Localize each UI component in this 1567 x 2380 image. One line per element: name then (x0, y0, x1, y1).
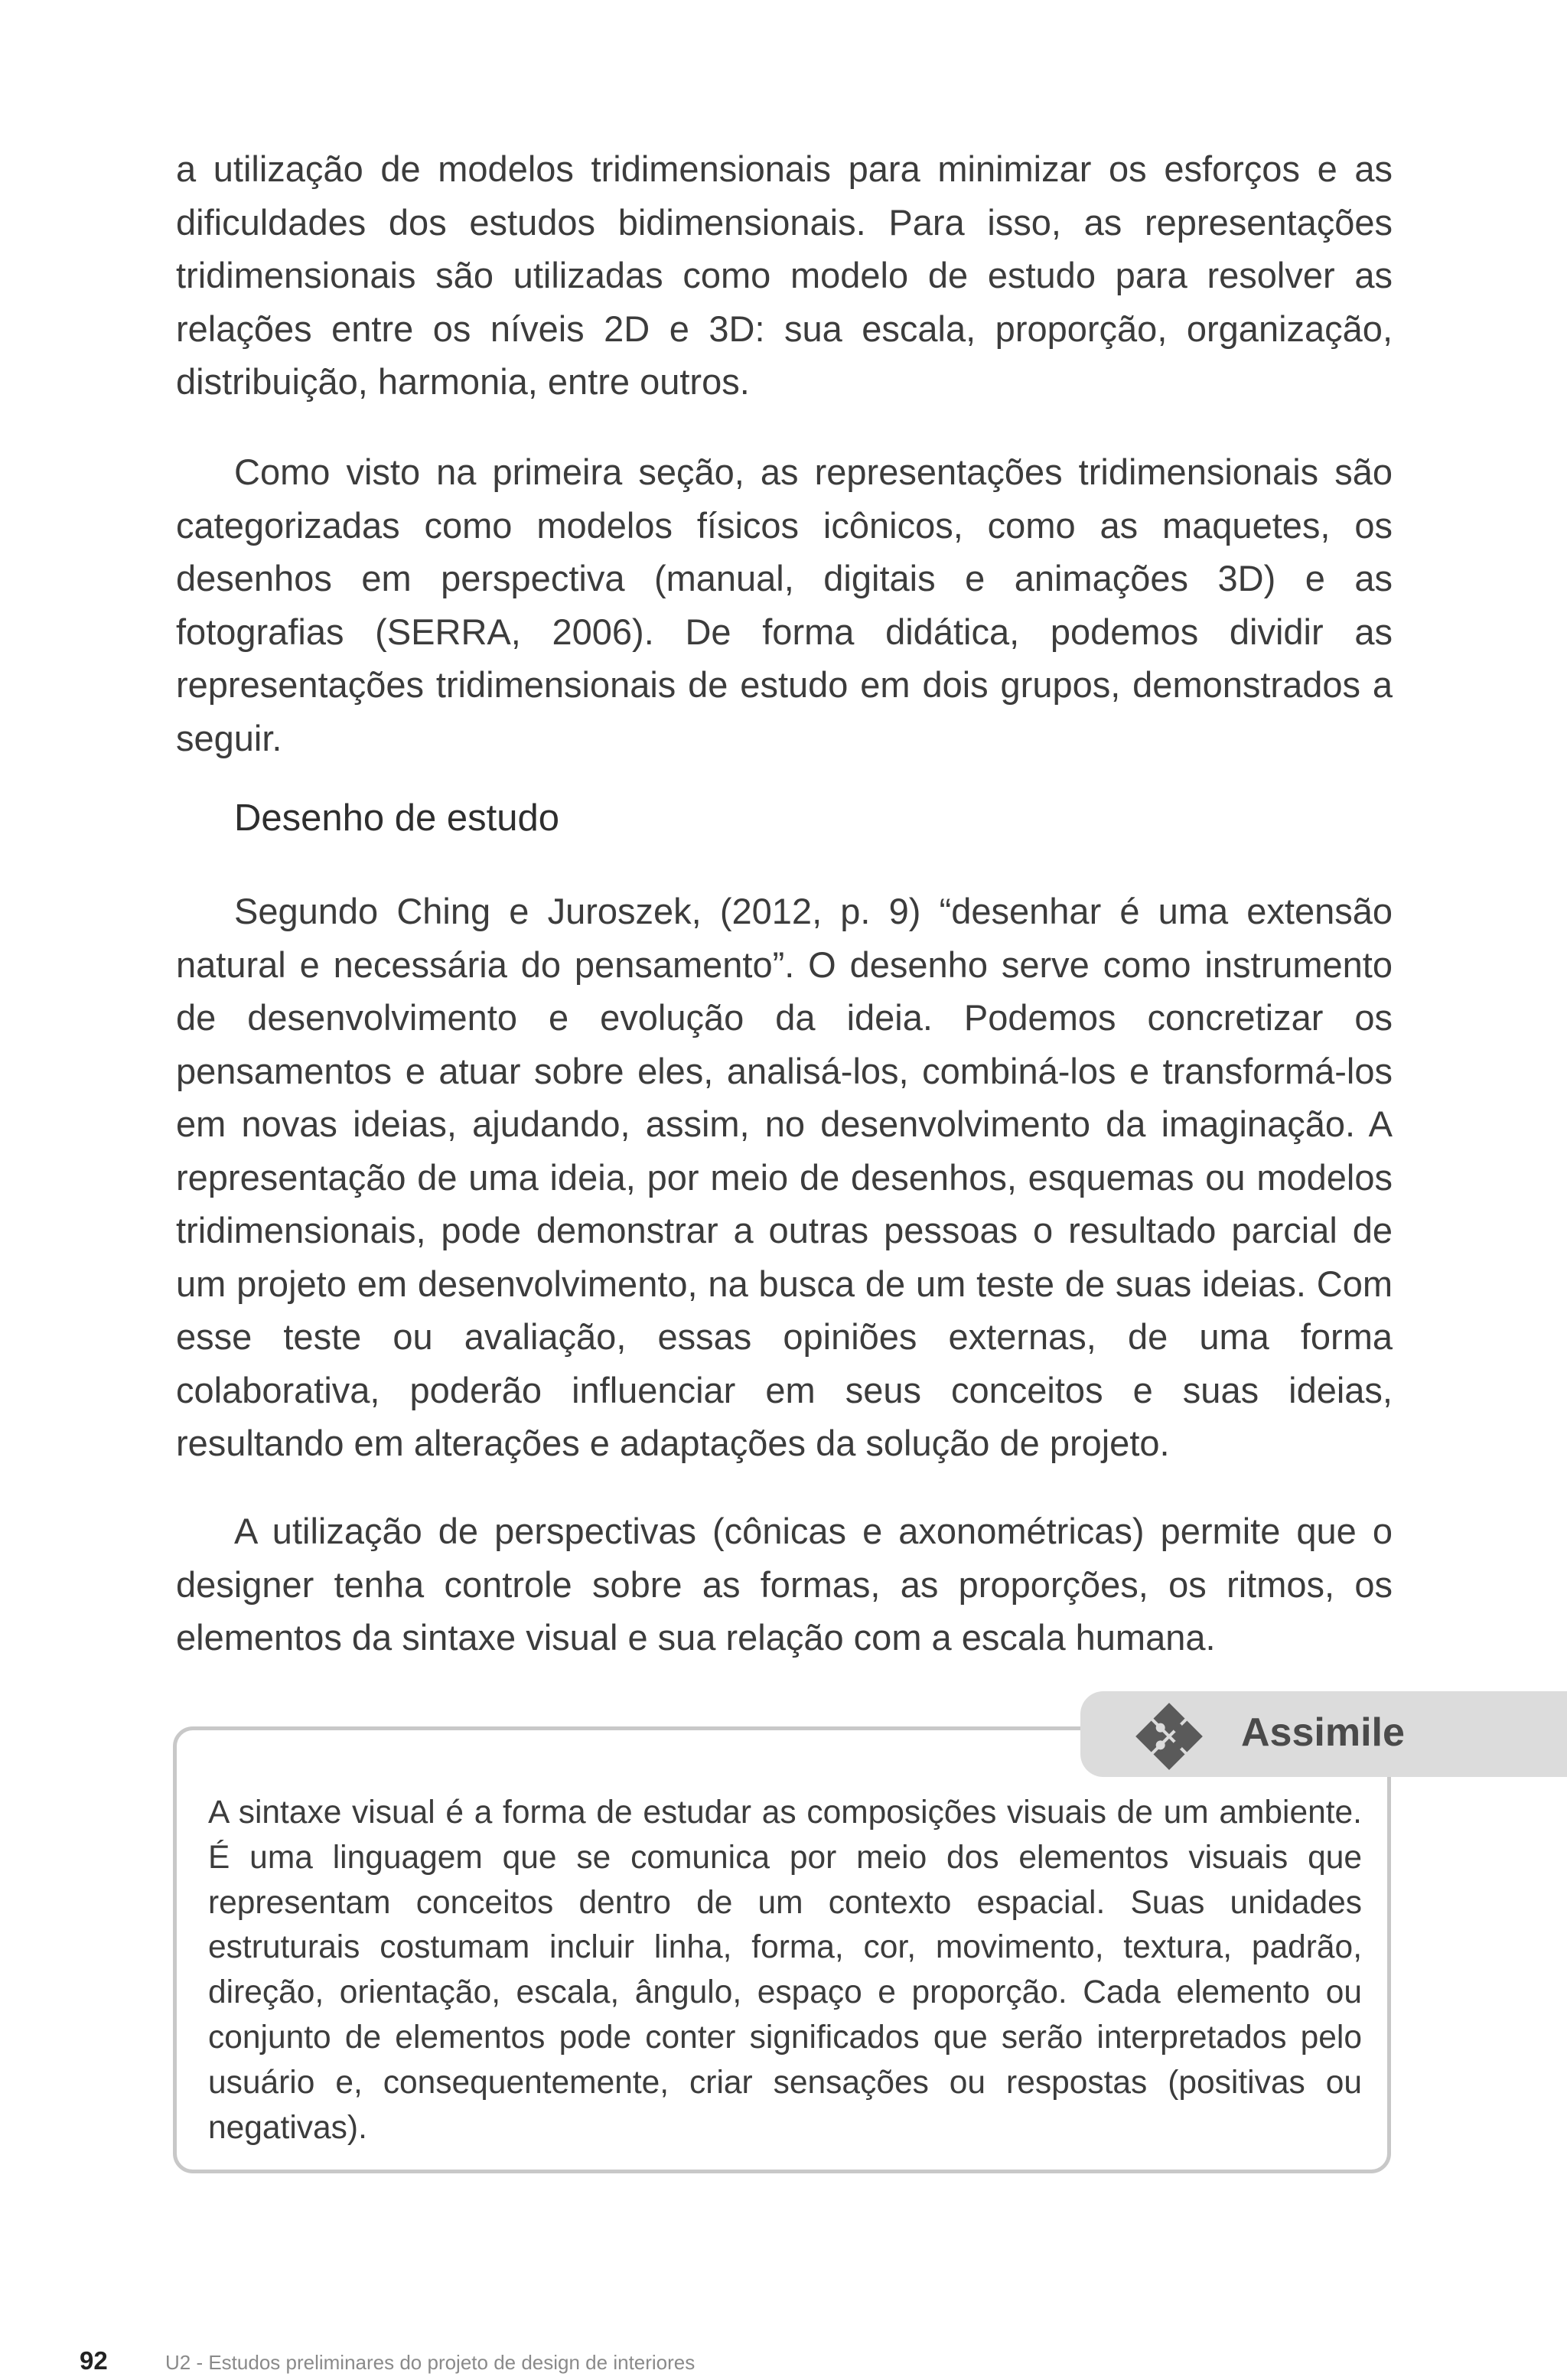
section-heading: Desenho de estudo (234, 797, 559, 839)
assimile-text: A sintaxe visual é a forma de estudar as composições visuais de um ambiente. É uma linguagem que se comunica por meio dos elementos visuais que representam conceitos dentro de um contexto espacial. Suas unidades estruturais costumam incluir linha, forma, cor, movimento, textura, padrão, direção, orientação, escala, ângulo, espaço e proporção. Cada elemento ou conjunto de elementos pode conter significados que serão interpretados pelo usuário e, consequentemente, criar sensações ou respostas (positivas ou negativas). (208, 1795, 1362, 2146)
running-title: U2 - Estudos preliminares do projeto de design de interiores (165, 2351, 696, 2374)
paragraph-3: Segundo Ching e Juroszek, (2012, p. 9) “desenhar é uma extensão natural e necessária do pensamento”. O desenho serve como instrumento de desenvolvimento e evolução da ideia. Podemos concretizar os pensamentos e atuar sobre eles, analisá-los, combiná-los e transformá-los em novas ideias, ajudando, assim, no desenvolvimento da imaginação. A representação de uma ideia, por meio de desenhos, esquemas ou modelos tridimensionais, pode demonstrar a outras pessoas o resultado parcial de um projeto em desenvolvimento, na busca de um teste de suas ideias. Com esse teste ou avaliação, essas opiniões externas, de uma forma colaborativa, poderão influenciar em seus conceitos e suas ideias, resultando em alterações e adaptações da solução de projeto. (176, 891, 1393, 1463)
paragraph-2: Como visto na primeira seção, as representações tridimensionais são categorizadas como modelos físicos icônicos, como as maquetes, os desenhos em perspectiva (manual, digitais e animações 3D) e as fotografias (SERRA, 2006). De forma didática, podemos dividir as representações tridimensionais de estudo em dois grupos, demonstrados a seguir. (176, 452, 1393, 758)
assimile-title: Assimile (1241, 1710, 1405, 1755)
puzzle-diamond-icon (1132, 1700, 1206, 1773)
paragraph-4: A utilização de perspectivas (cônicas e axonométricas) permite que o designer tenha controle sobre as formas, as proporções, os ritmos, os elementos da sintaxe visual e sua relação com a escala humana. (176, 1511, 1393, 1658)
paragraph-1: a utilização de modelos tridimensionais para minimizar os esforços e as dificuldades dos estudos bidimensionais. Para isso, as representações tridimensionais são utilizadas como modelo de estudo para resolver as relações entre os níveis 2D e 3D: sua escala, proporção, organização, distribuição, harmonia, entre outros. (176, 148, 1393, 402)
page-number: 92 (80, 2346, 108, 2375)
